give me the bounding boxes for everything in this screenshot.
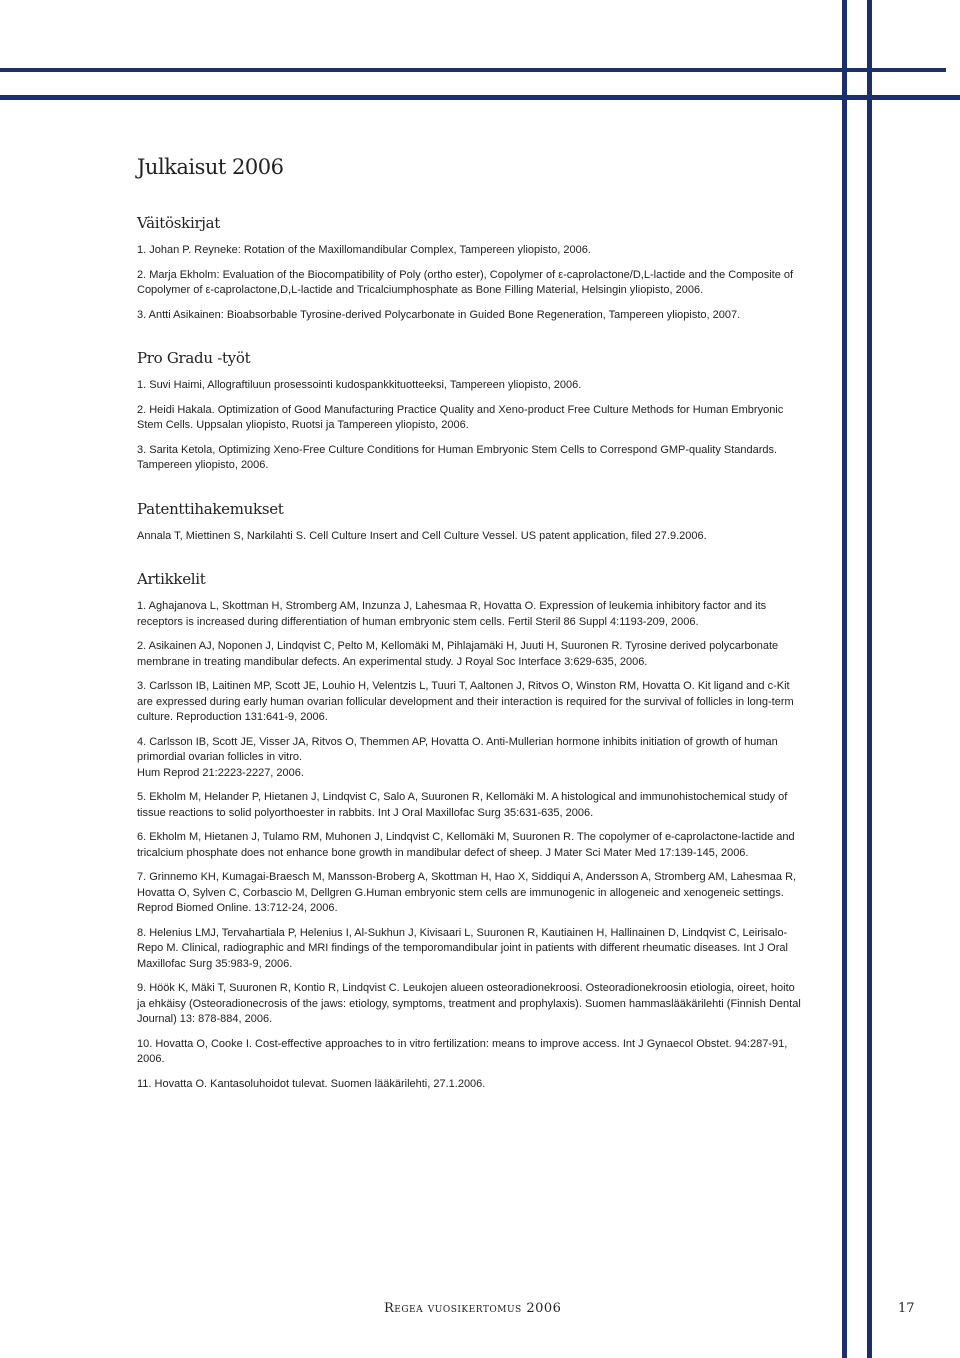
right-rule-outer [842, 0, 847, 1358]
publication-section [137, 570, 805, 1092]
page-content [137, 155, 805, 1118]
section-heading: Pro Gradu -työt [137, 349, 251, 367]
section-heading: Artikkelit [137, 570, 206, 588]
publication-entry: 2. Asikainen AJ, Noponen J, Lindqvist C, Pelto M, Kellomäki M, Pihlajamäki H, Juuti H, Suuronen R. Tyrosine derived polycarbonate membrane in treating mandibular defects. An experimental study. J Royal Soc Interface 3:629-635, 2006. [137, 640, 779, 668]
page-number: 17 [898, 1301, 915, 1316]
publication-entry: 1. Johan P. Reyneke: Rotation of the Maxillomandibular Complex, Tampereen yliopisto, 2006. [137, 244, 591, 256]
publication-entry: 10. Hovatta O, Cooke I. Cost-effective approaches to in vitro fertilization: means to improve access. Int J Gynaecol Obstet. 94:287-91, 2006. [137, 1037, 788, 1065]
top-rule-upper [0, 68, 946, 72]
publication-entry: 5. Ekholm M, Helander P, Hietanen J, Lindqvist C, Salo A, Suuronen R, Kellomäki M. A histological and immunohistochemical study of tissue reactions to solid polyorthoester in rabbits. Int J Oral Maxillofac Surg 35:631-635, 2006. [137, 791, 788, 819]
top-rule-lower [0, 95, 960, 100]
publication-entry: 8. Helenius LMJ, Tervahartiala P, Helenius I, Al-Sukhun J, Kivisaari L, Suuronen R, Kautiainen H, Hallinainen D, Lindqvist C, Leirisalo-Repo M. Clinical, radiographic and MRI findings of the temporomandibular joint in patients with different rheumatic diseases. Int J Oral Maxillofac Surg 35:983-9, 2006. [137, 926, 788, 970]
publication-section [137, 500, 805, 545]
publication-entry: 3. Sarita Ketola, Optimizing Xeno-Free Culture Conditions for Human Embryonic Stem Cells to Correspond GMP-quality Standards. Tampereen yliopisto, 2006. [137, 443, 778, 471]
publication-entry: 11. Hovatta O. Kantasoluhoidot tulevat. Suomen lääkärilehti, 27.1.2006. [137, 1077, 486, 1090]
publication-entry: 3. Carlsson IB, Laitinen MP, Scott JE, Louhio H, Velentzis L, Tuuri T, Aaltonen J, Ritvos O, Winston RM, Hovatta O. Kit ligand and c-Kit are expressed during early human ovarian follicular development and their interaction is required for the survival of follicles in long-term culture. Reproduction 131:641-9, 2006. [137, 680, 794, 723]
publication-entry: 3. Antti Asikainen: Bioabsorbable Tyrosine-derived Polycarbonate in Guided Bone Regeneration, Tampereen yliopisto, 2007. [137, 308, 741, 321]
publication-entry: 2. Marja Ekholm: Evaluation of the Biocompatibility of Poly (ortho ester), Copolymer of ε-caprolactone/D,L-lactide and the Composite of Copolymer of ε-caprolactone,D,L-lactide and Tricalciumphosphate as Bone Filling Material, Helsingin yliopisto, 2006. [137, 268, 794, 296]
publication-entry: 1. Aghajanova L, Skottman H, Stromberg AM, Inzunza J, Lahesmaa R, Hovatta O. Expression of leukemia inhibitory factor and its receptors is increased during differentiation of human embryonic stem cells. Fertil Steril 86 Suppl 4:1193-209, 2006. [137, 600, 767, 628]
section-heading: Väitöskirjat [137, 214, 221, 232]
page-title: Julkaisut 2006 [137, 155, 284, 179]
publication-entry: Annala T, Miettinen S, Narkilahti S. Cell Culture Insert and Cell Culture Vessel. US patent application, filed 27.9.2006. [137, 529, 707, 542]
right-rule-inner [867, 0, 872, 1358]
publication-entry: 2. Heidi Hakala. Optimization of Good Manufacturing Practice Quality and Xeno-product Free Culture Methods for Human Embryonic Stem Cells. Uppsalan yliopisto, Ruotsi ja Tampereen yliopisto, 2006. [137, 403, 784, 431]
publication-entry: 4. Carlsson IB, Scott JE, Visser JA, Ritvos O, Themmen AP, Hovatta O. Anti-Mullerian hormone inhibits initiation of growth of human primordial ovarian follicles in vitro. Hum Reprod 21:2223-2227, 2006. [137, 735, 778, 779]
section-heading: Patenttihakemukset [137, 499, 284, 518]
footer-publication-title: Regea vuosikertomus 2006 [384, 1301, 562, 1316]
publication-entry: 6. Ekholm M, Hietanen J, Tulamo RM, Muhonen J, Lindqvist C, Kellomäki M, Suuronen R. The copolymer of e-caprolactone-lactide and tricalcium phosphate does not enhance bone growth in mandibular defect of sheep. J Mater Sci Mater Med 17:139-145, 2006. [137, 831, 795, 859]
publication-entry: 7. Grinnemo KH, Kumagai-Braesch M, Mansson-Broberg A, Skottman H, Hao X, Siddiqui A, Andersson A, Stromberg AM, Lahesmaa R, Hovatta O, Sylven C, Corbascio M, Dellgren G.Human embryonic stem cells are immunogenic in allogeneic and xenogeneic settings. Reprod Biomed Online. 13:712-24, 2006. [137, 871, 797, 914]
publication-entry: 1. Suvi Haimi, Allograftiluun prosessointi kudospankkituotteeksi, Tampereen yliopisto, 2006. [137, 379, 582, 391]
publication-section [137, 214, 805, 323]
publication-entry: 9. Höök K, Mäki T, Suuronen R, Kontio R, Lindqvist C. Leukojen alueen osteoradionekroosi. Osteoradionekroosin etiologia, oireet, hoito ja ehkäisy (Osteoradionecrosis of the jaws: etiology, symptoms, treatment and prophylaxis). Suomen hammaslääkärilehti (Finnish Dental Journal) 13: 878-884, 2006. [137, 982, 801, 1025]
sections-container [137, 214, 805, 1092]
publication-section [137, 349, 805, 474]
